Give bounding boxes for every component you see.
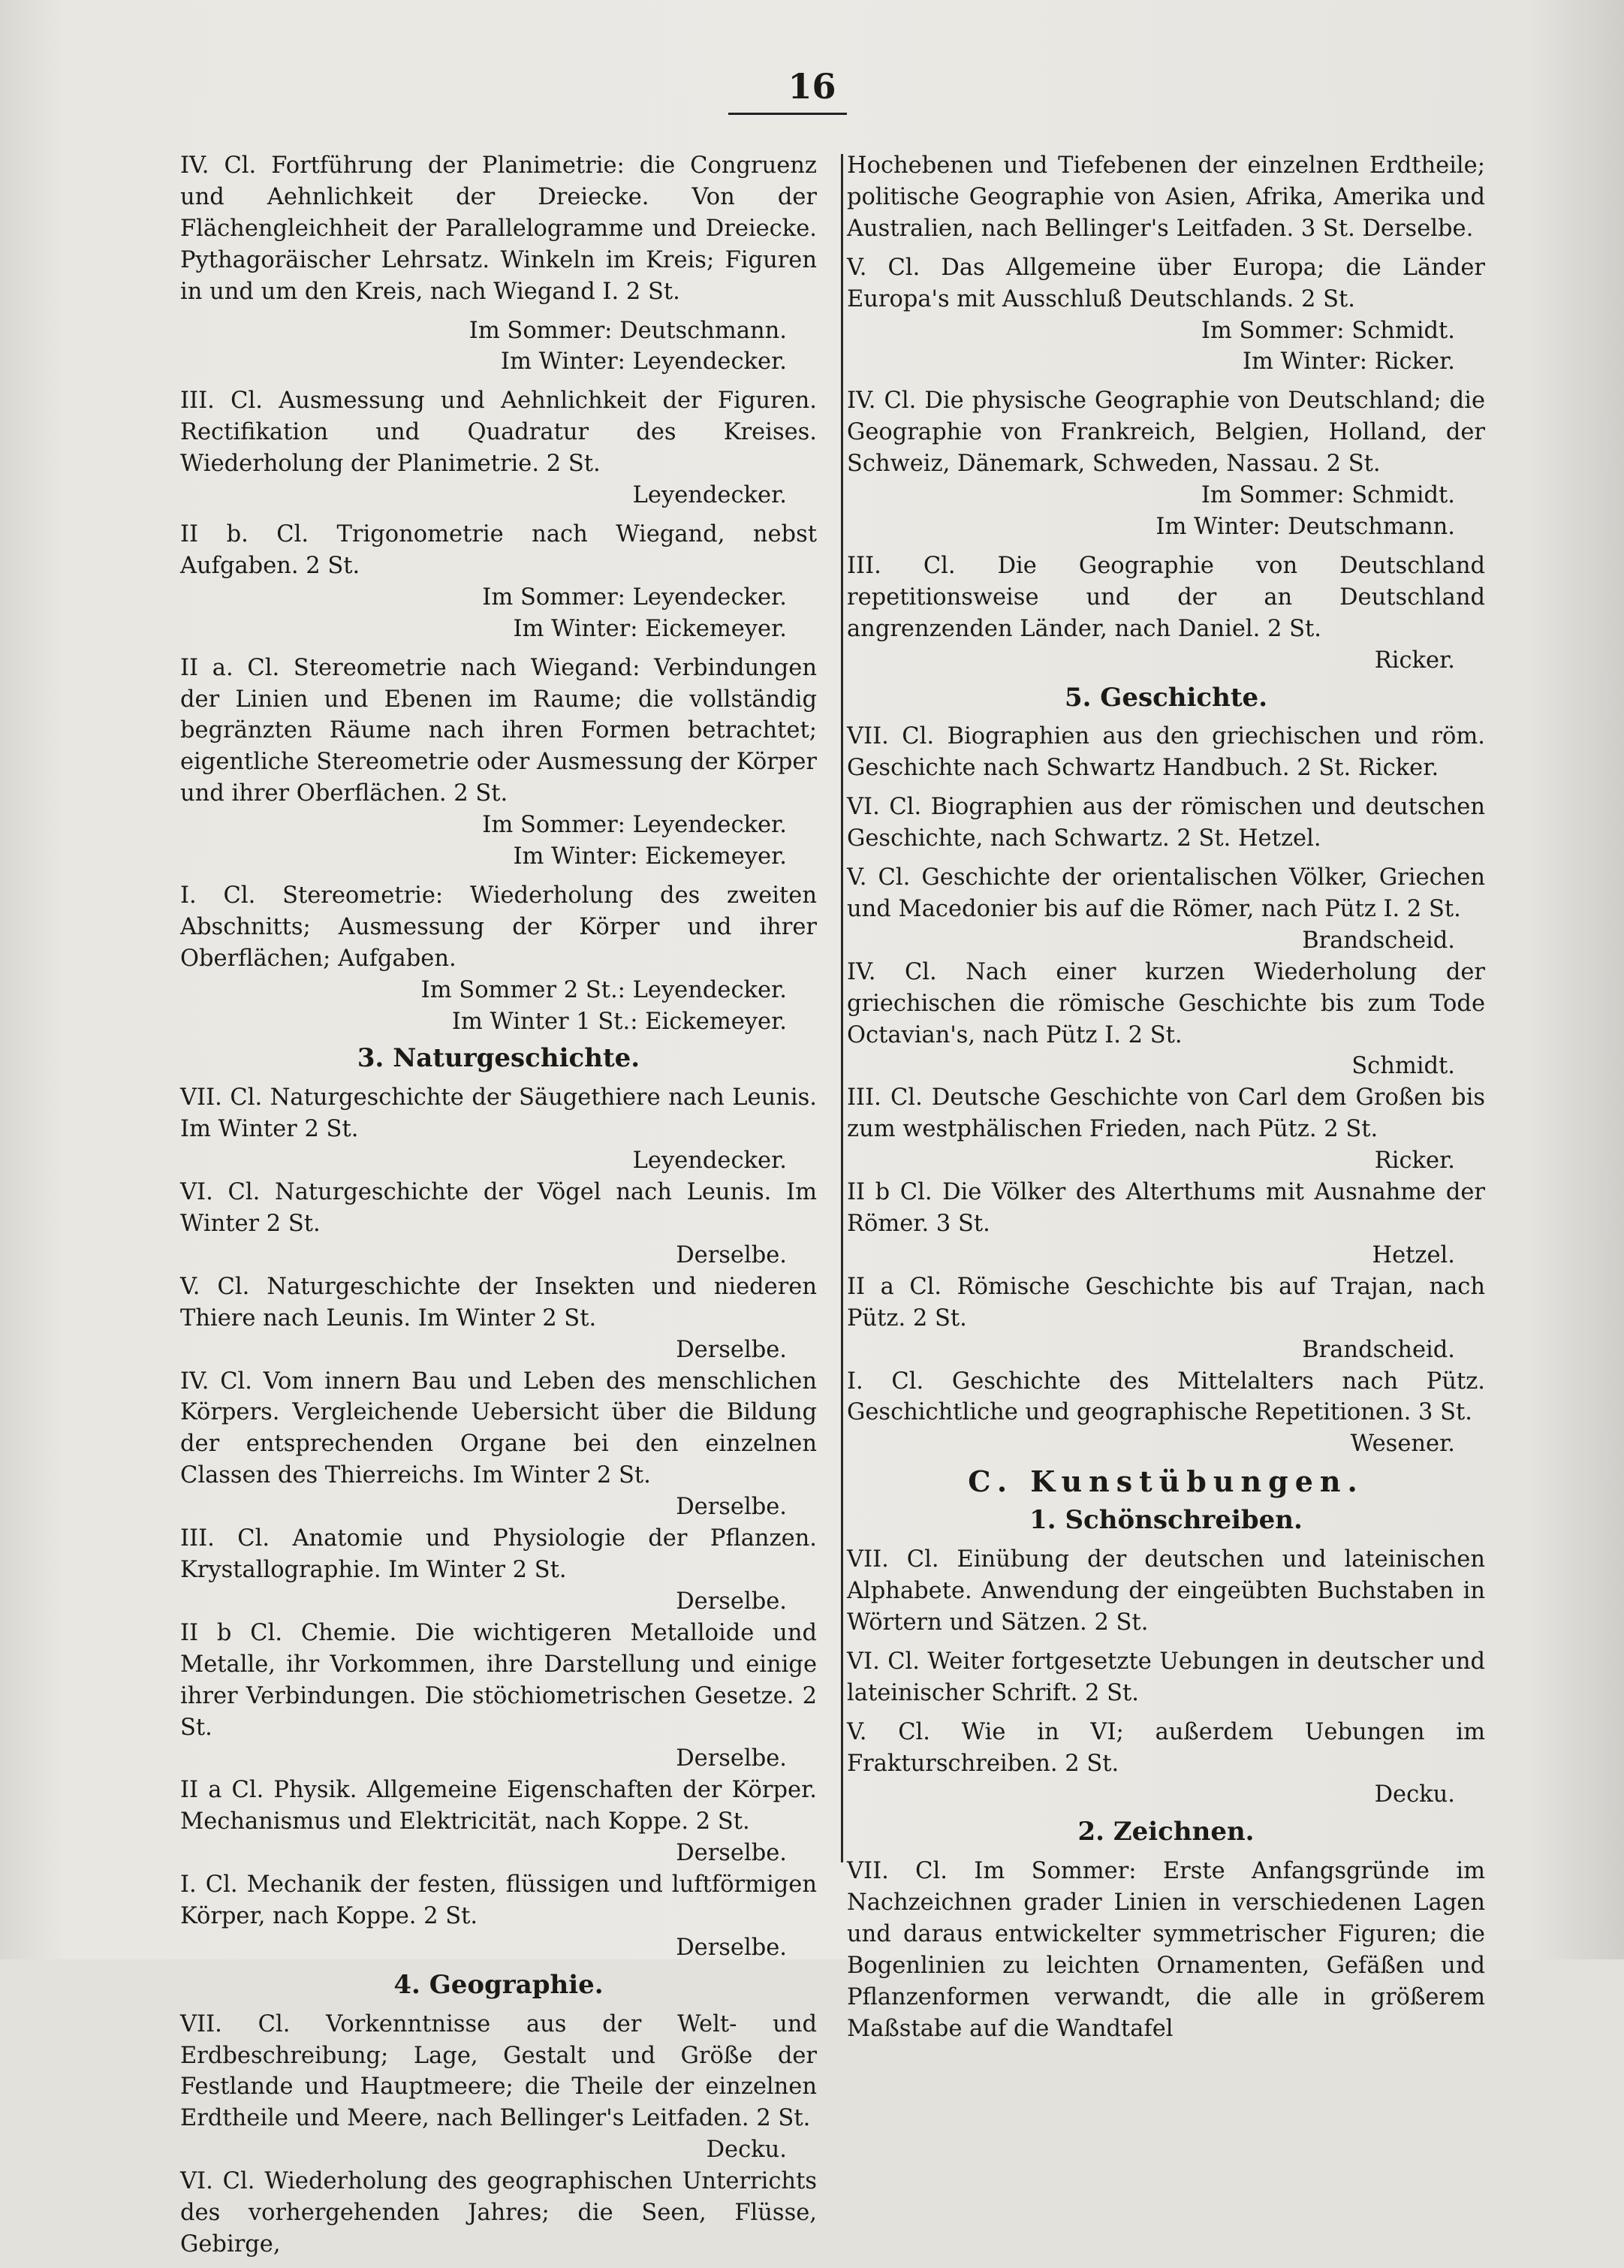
teacher-line: Im Sommer: Leyendecker. bbox=[482, 584, 787, 611]
teacher-line: Brandscheid. bbox=[1302, 1336, 1455, 1363]
section-heading: 2. Zeichnen. bbox=[1077, 1817, 1255, 1847]
teacher-line: Ricker. bbox=[1374, 1148, 1455, 1175]
paragraph: III. Cl. Ausmessung und Aehnlichkeit der Figuren. Rectifikation und Quadratur des Kreises. Wiederholung der Planimetrie. 2 St. bbox=[180, 388, 817, 478]
paragraph: VII. Cl. Biographien aus den griechischen und röm. Geschichte nach Schwartz Handbuch. 2 St. Ricker. bbox=[847, 723, 1485, 782]
paragraph: VII. Cl. Vorkenntnisse aus der Welt- und Erdbeschreibung; Lage, Gestalt und Größe der Festlande und Hauptmeere; die Theile der einzelnen Erdtheile und Meere, nach Bellinger's Leitfaden. 2 St. bbox=[180, 2010, 817, 2132]
teacher-line: Derselbe. bbox=[676, 1494, 787, 1521]
section-heading: 3. Naturgeschichte. bbox=[357, 1043, 640, 1074]
paragraph: VII. Cl. Einübung der deutschen und lateinischen Alphabete. Anwendung der eingeübten Buchstaben in Wörtern und Sätzen. 2 St. bbox=[847, 1546, 1485, 1636]
paragraph: V. Cl. Wie in VI; außerdem Uebungen im Frakturschreiben. 2 St. bbox=[847, 1718, 1485, 1777]
paragraph: VI. Cl. Wiederholung des geographischen Unterrichts des vorhergehenden Jahres; die Seen, Flüsse, Gebirge, bbox=[180, 2168, 817, 2257]
paragraph: VI. Cl. Biographien aus der römischen und deutschen Geschichte, nach Schwartz. 2 St. Hetzel. bbox=[847, 794, 1485, 852]
teacher-line: Wesener. bbox=[1350, 1431, 1455, 1458]
teacher-line: Derselbe. bbox=[676, 1241, 787, 1268]
teacher-line: Derselbe. bbox=[676, 1588, 787, 1615]
paragraph: III. Cl. Deutsche Geschichte von Carl dem Großen bis zum westphälischen Frieden, nach Pütz. 2 St. bbox=[847, 1084, 1485, 1143]
teacher-line: Leyendecker. bbox=[632, 1148, 787, 1175]
section-heading: 5. Geschichte. bbox=[1064, 682, 1268, 713]
teacher-line: Im Winter 1 St.: Eickemeyer. bbox=[451, 1008, 787, 1035]
paragraph: II b Cl. Die Völker des Alterthums mit Ausnahme der Römer. 3 St. bbox=[847, 1179, 1485, 1237]
teacher-line: Im Sommer: Schmidt. bbox=[1201, 482, 1455, 509]
teacher-line: Schmidt. bbox=[1351, 1053, 1455, 1080]
paragraph: I. Cl. Geschichte des Mittelalters nach Pütz. Geschichtliche und geographische Repetitionen. 3 St. bbox=[847, 1368, 1485, 1426]
teacher-line: Im Winter: Eickemeyer. bbox=[513, 843, 787, 870]
teacher-line: Im Winter: Eickemeyer. bbox=[513, 615, 787, 642]
teacher-line: Derselbe. bbox=[676, 1840, 787, 1867]
paragraph: VII. Cl. Naturgeschichte der Säugethiere nach Leunis. Im Winter 2 St. bbox=[180, 1084, 817, 1143]
paragraph: I. Cl. Stereometrie: Wiederholung des zweiten Abschnitts; Ausmessung der Körper und ihrer Oberflächen; Aufgaben. bbox=[180, 882, 817, 972]
paragraph: II a Cl. Römische Geschichte bis auf Trajan, nach Pütz. 2 St. bbox=[847, 1273, 1485, 1332]
teacher-line: Decku. bbox=[706, 2137, 787, 2164]
teacher-line: Im Winter: Leyendecker. bbox=[500, 348, 787, 375]
teacher-line: Im Winter: Ricker. bbox=[1243, 348, 1455, 375]
teacher-line: Ricker. bbox=[1374, 647, 1455, 674]
paragraph: IV. Cl. Fortführung der Planimetrie: die Congruenz und Aehnlichkeit der Dreiecke. Von der Flächengleichheit der Parallelogramme und Dreiecke. Pythagoräischer Lehrsatz. Winkeln im Kreis; Figuren in und um den Kreis, nach Wiegand I. 2 St. bbox=[180, 152, 817, 305]
page-number-rule bbox=[728, 113, 847, 115]
paragraph: VI. Cl. Naturgeschichte der Vögel nach Leunis. Im Winter 2 St. bbox=[180, 1179, 817, 1237]
paragraph: III. Cl. Die Geographie von Deutschland repetitionsweise und der an Deutschland angrenzenden Länder, nach Daniel. 2 St. bbox=[847, 552, 1485, 642]
right-column bbox=[847, 150, 1485, 2052]
column-divider bbox=[841, 154, 843, 1862]
paragraph: Hochebenen und Tiefebenen der einzelnen Erdtheile; politische Geographie von Asien, Afrika, Amerika und Australien, nach Bellinger's Leitfaden. 3 St. Derselbe. bbox=[847, 152, 1485, 242]
paragraph: I. Cl. Mechanik der festen, flüssigen und luftförmigen Körper, nach Koppe. 2 St. bbox=[180, 1871, 817, 1929]
paragraph: IV. Cl. Vom innern Bau und Leben des menschlichen Körpers. Vergleichende Uebersicht über die Bildung der entsprechenden Organe bei den einzelnen Classen des Thierreichs. Im Winter 2 St. bbox=[180, 1368, 817, 1489]
teacher-line: Derselbe. bbox=[676, 1745, 787, 1772]
paragraph: III. Cl. Anatomie und Physiologie der Pflanzen. Krystallographie. Im Winter 2 St. bbox=[180, 1525, 817, 1583]
teacher-line: Derselbe. bbox=[676, 1934, 787, 1961]
paragraph: II b. Cl. Trigonometrie nach Wiegand, nebst Aufgaben. 2 St. bbox=[180, 520, 817, 579]
page-number: 16 bbox=[788, 66, 836, 107]
paragraph: VII. Cl. Im Sommer: Erste Anfangsgründe im Nachzeichnen grader Linien in verschiedenen Lagen und daraus entwickelter symmetrischer Figuren; die Bogenlinien zu leichten Ornamenten, Gefäßen und Pflanzenformen verwandt, die alle in größerem Maßstabe auf die Wandtafel bbox=[847, 1858, 1485, 2042]
paragraph: VI. Cl. Weiter fortgesetzte Uebungen in deutscher und lateinischer Schrift. 2 St. bbox=[847, 1648, 1485, 1706]
teacher-line: Im Sommer: Schmidt. bbox=[1201, 317, 1455, 344]
teacher-line: Leyendecker. bbox=[632, 482, 787, 509]
paragraph: II a Cl. Physik. Allgemeine Eigenschaften der Körper. Mechanismus und Elektricität, nach Koppe. 2 St. bbox=[180, 1777, 817, 1835]
teacher-line: Im Sommer: Deutschmann. bbox=[469, 317, 787, 344]
paragraph: II a. Cl. Stereometrie nach Wiegand: Verbindungen der Linien und Ebenen im Raume; die vollständig begränzten Räume nach ihren Formen betrachtet; eigentliche Stereometrie oder Ausmessung der Körper und ihrer Oberflächen. 2 St. bbox=[180, 654, 817, 807]
teacher-line: Derselbe. bbox=[676, 1336, 787, 1363]
teacher-line: Im Winter: Deutschmann. bbox=[1155, 513, 1455, 540]
left-column bbox=[180, 150, 817, 2268]
paragraph: IV. Cl. Die physische Geographie von Deutschland; die Geographie von Frankreich, Belgien, Holland, der Schweiz, Dänemark, Schweden, Nassau. 2 St. bbox=[847, 388, 1485, 478]
paragraph: IV. Cl. Nach einer kurzen Wiederholung der griechischen die römische Geschichte bis zum Tode Octavian's, nach Pütz I. 2 St. bbox=[847, 958, 1485, 1048]
paragraph: II b Cl. Chemie. Die wichtigeren Metalloide und Metalle, ihr Vorkommen, ihre Darstellung und einige ihrer Verbindungen. Die stöchiometrischen Gesetze. 2 St. bbox=[180, 1619, 817, 1741]
paragraph: V. Cl. Das Allgemeine über Europa; die Länder Europa's mit Ausschluß Deutschlands. 2 St. bbox=[847, 254, 1485, 312]
teacher-line: Im Sommer 2 St.: Leyendecker. bbox=[420, 976, 787, 1003]
paragraph: V. Cl. Geschichte der orientalischen Völker, Griechen und Macedonier bis auf die Römer, nach Pütz I. 2 St. bbox=[847, 864, 1485, 922]
teacher-line: Hetzel. bbox=[1372, 1241, 1455, 1268]
section-heading: 1. Schönschreiben. bbox=[1029, 1505, 1303, 1536]
section-heading: 4. Geographie. bbox=[393, 1969, 604, 2000]
teacher-line: Decku. bbox=[1374, 1781, 1455, 1808]
paragraph: V. Cl. Naturgeschichte der Insekten und niederen Thiere nach Leunis. Im Winter 2 St. bbox=[180, 1273, 817, 1332]
teacher-line: Brandscheid. bbox=[1302, 927, 1455, 954]
teacher-line: Im Sommer: Leyendecker. bbox=[482, 812, 787, 839]
section-heading: C. Kunstübungen. bbox=[968, 1464, 1364, 1499]
